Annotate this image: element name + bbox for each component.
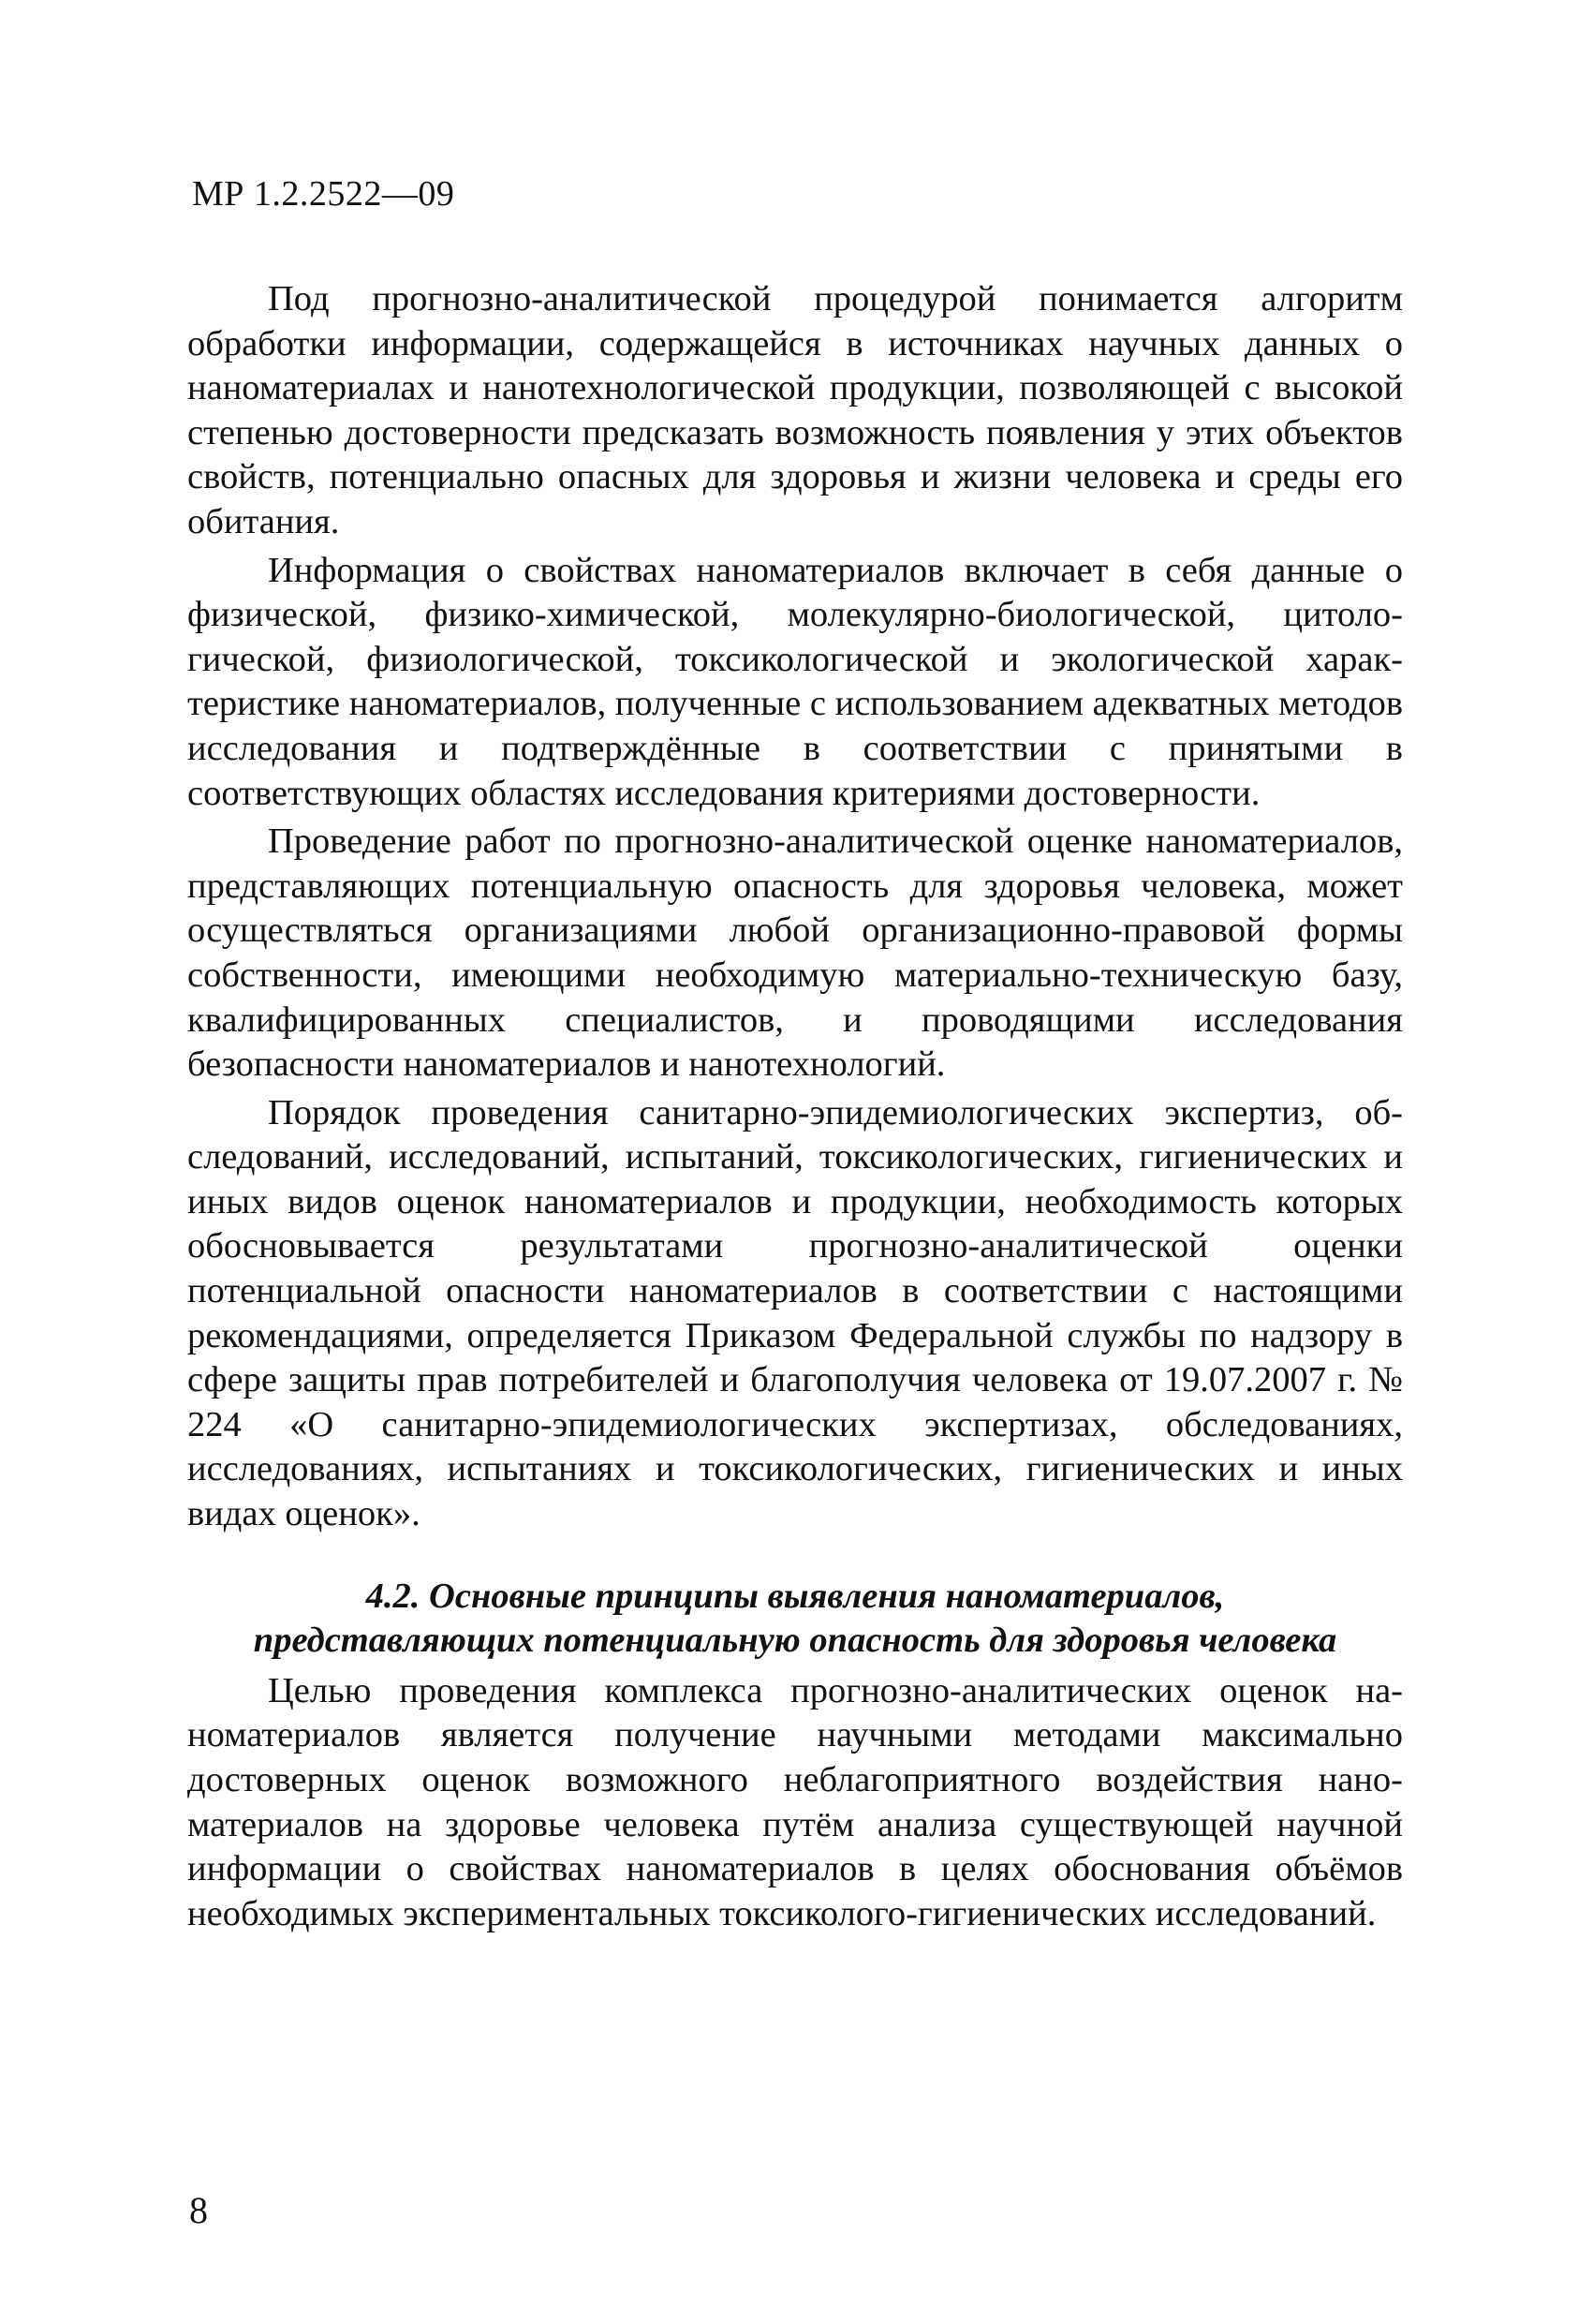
section-heading: [187, 1575, 1403, 1664]
section-heading-line-2: представляющих потенциальную опасность для здоровья человека: [253, 1621, 1337, 1661]
section-heading-line-1: 4.2. Основные принципы выявления наноматериалов,: [365, 1576, 1225, 1616]
paragraph-conducting-work: Проведение работ по прогнозно-аналитической оценке наноматериалов, представляющих потенциальную опасность для здоровья человека, может осуществляться организациями любой организационно-правовой формы собственности, имеющими необходимую материально-техническую базу, квалифицированных специалистов, и проводящими исследования безопасности наноматериалов и нанотехнологий.: [187, 822, 1403, 1085]
page-number: 8: [189, 2189, 208, 2231]
paragraph-section-purpose: Целью проведения комплекса прогнозно-аналитических оценок наноматериалов является получение научными методами максимально достоверных оценок возможного неблагоприятного воздействия наноматериалов на здоровье человека путём анализа существующей научной информации о свойствах наноматериалов в целях обоснования объёмов необходимых экспериментальных токсиколого-гигиенических исследований.: [187, 1670, 1403, 1933]
paragraph-procedure-order: Порядок проведения санитарно-эпидемиологических экспертиз, обследований, исследований, испытаний, токсикологических, гигиенических и иных видов оценок наноматериалов и продукции, необходимость которых обосновывается результатами прогнозно-аналитической оценки потенциальной опасности наноматериалов в соответствии с настоящими рекомендациями, определяется Приказом Федеральной службы по надзору в сфере защиты прав потребителей и благополучия человека от 19.07.2007 г. № 224 «О санитарно-эпидемиологических экспертизах, обследованиях, исследованиях, испытаниях и токсикологических, гигиенических и иных видах оценок».: [187, 1092, 1403, 1534]
body-text: [187, 277, 1403, 1940]
paragraph-nanomaterial-info: Информация о свойствах наноматериалов включает в себя данные о физической, физико-химической, молекулярно-биологической, цитологической, физиологической, токсикологической и экологической характеристике наноматериалов, полученные с использованием адекватных методов исследования и подтверждённые в соответствии с принятыми в соответствующих областях исследования критериями достоверности.: [187, 550, 1404, 813]
paragraph-prognostic-procedure: Под прогнозно-аналитической процедурой понимается алгоритм обработки информации, содержащейся в источниках научных данных о наноматериалах и нанотехнологической продукции, позволяющей с высокой степенью достоверности предсказать возможность появления у этих объектов свойств, потенциально опасных для здоровья и жизни человека и среды его обитания.: [187, 279, 1403, 541]
document-code-header: МР 1.2.2522—09: [192, 174, 455, 214]
